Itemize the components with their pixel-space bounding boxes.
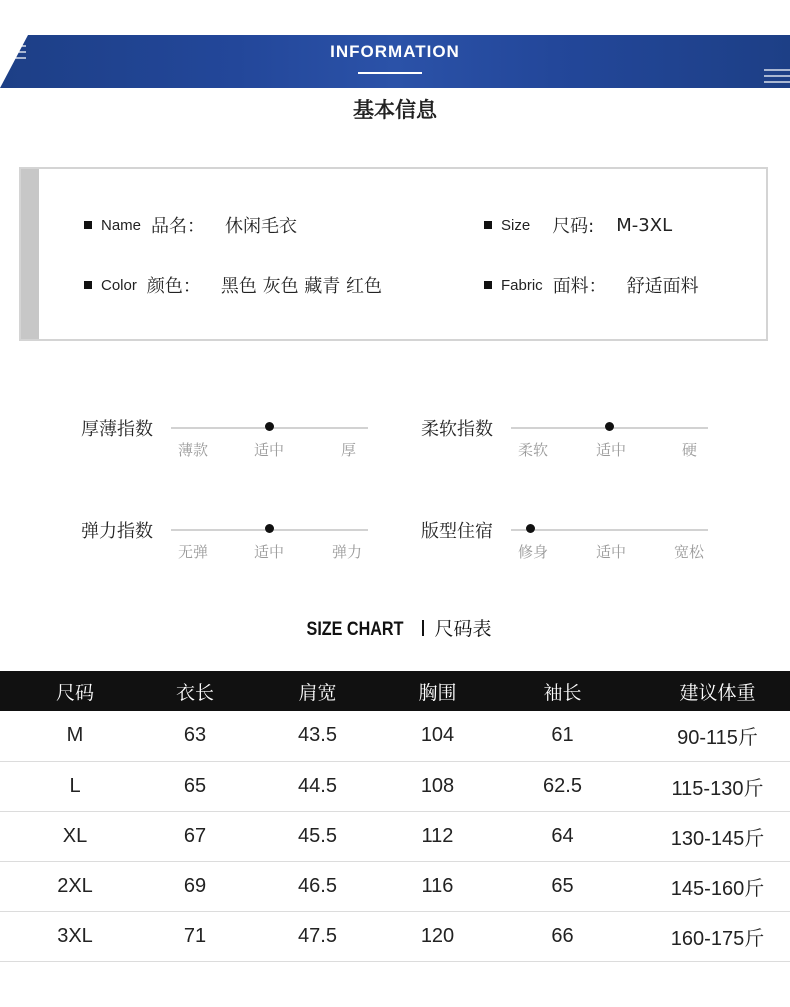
table-cell: 130-145斤: [645, 811, 790, 861]
index-option: 柔软: [518, 441, 549, 459]
index-option: 修身: [518, 543, 549, 561]
banner-underline: [358, 72, 422, 74]
index-label: 弹力指数: [81, 521, 153, 542]
table-header-cell: 尺码: [0, 671, 150, 711]
table-row: [0, 761, 790, 811]
table-header-cell: 肩宽: [240, 671, 395, 711]
info-name-cn: 品名：: [151, 216, 206, 237]
banner-title: INFORMATION: [330, 42, 460, 61]
info-fabric-cn: 面料：: [552, 276, 607, 297]
table-cell: 115-130斤: [645, 761, 790, 811]
table-cell: 64: [480, 811, 645, 861]
index-option: 弹力: [332, 543, 363, 561]
decorative-stripes-right: [762, 64, 790, 88]
index-option: 薄款: [178, 441, 209, 459]
index-indicator-dot: [265, 524, 274, 533]
index-track: [511, 529, 708, 531]
table-header-cell: 胸围: [395, 671, 480, 711]
table-cell: 2XL: [0, 861, 150, 911]
table-cell: 112: [395, 811, 480, 861]
index-elasticity: [81, 517, 381, 577]
table-cell: M: [0, 711, 150, 761]
bullet-square-icon: [84, 221, 92, 229]
index-label: 版型住宿: [421, 521, 493, 542]
table-row: [0, 811, 790, 861]
index-option: 适中: [254, 441, 285, 459]
table-row: [0, 861, 790, 911]
size-chart-title-cn: 尺码表: [434, 618, 492, 640]
info-box-side-bar: [21, 169, 39, 339]
size-table: [0, 671, 790, 962]
table-cell: 61: [480, 711, 645, 761]
info-size: [484, 212, 672, 238]
table-cell: 67: [150, 811, 240, 861]
index-option: 适中: [596, 441, 627, 459]
info-size-cn: 尺码:: [552, 216, 595, 237]
table-row: [0, 711, 790, 761]
index-indicator-dot: [526, 524, 535, 533]
index-option: 无弹: [178, 543, 209, 561]
table-cell: XL: [0, 811, 150, 861]
table-cell: 46.5: [240, 861, 395, 911]
table-cell: 120: [395, 911, 480, 961]
table-cell: 63: [150, 711, 240, 761]
table-cell: 108: [395, 761, 480, 811]
bullet-square-icon: [484, 281, 492, 289]
index-option: 宽松: [674, 543, 705, 561]
title-separator: [422, 620, 424, 636]
info-box: [19, 167, 768, 341]
index-option: 适中: [254, 543, 285, 561]
index-label: 厚薄指数: [81, 419, 153, 440]
bullet-square-icon: [84, 281, 92, 289]
info-color-value: 黑色 灰色 藏青 红色: [220, 276, 383, 297]
index-label: 柔软指数: [421, 419, 493, 440]
table-cell: 62.5: [480, 761, 645, 811]
info-name: [84, 212, 297, 238]
table-cell: 69: [150, 861, 240, 911]
index-indicator-dot: [265, 422, 274, 431]
section-title: 基本信息: [353, 98, 437, 122]
bullet-square-icon: [484, 221, 492, 229]
info-color-cn: 颜色：: [146, 276, 201, 297]
info-name-value: 休闲毛衣: [225, 216, 298, 237]
index-thickness: [81, 415, 381, 475]
table-row: [0, 911, 790, 961]
table-cell: L: [0, 761, 150, 811]
index-option: 厚: [341, 441, 357, 459]
info-name-en: Name: [101, 216, 142, 234]
index-indicator-dot: [605, 422, 614, 431]
table-cell: 90-115斤: [645, 711, 790, 761]
index-option: 适中: [596, 543, 627, 561]
info-fabric-value: 舒适面料: [626, 276, 699, 297]
table-cell: 116: [395, 861, 480, 911]
table-cell: 66: [480, 911, 645, 961]
table-cell: 44.5: [240, 761, 395, 811]
table-cell: 71: [150, 911, 240, 961]
table-cell: 160-175斤: [645, 911, 790, 961]
table-cell: 65: [480, 861, 645, 911]
info-fabric: [484, 272, 699, 298]
table-cell: 45.5: [240, 811, 395, 861]
table-header-cell: 建议体重: [645, 671, 790, 711]
table-cell: 65: [150, 761, 240, 811]
table-header-cell: 衣长: [150, 671, 240, 711]
table-cell: 145-160斤: [645, 861, 790, 911]
table-cell: 104: [395, 711, 480, 761]
index-softness: [421, 415, 721, 475]
size-chart-title: [0, 614, 790, 641]
info-size-en: Size: [501, 216, 531, 234]
info-size-value: M-3XL: [616, 214, 673, 236]
table-header-row: [0, 671, 790, 711]
table-cell: 47.5: [240, 911, 395, 961]
table-cell: 43.5: [240, 711, 395, 761]
size-chart-title-en: SIZE CHART: [307, 619, 404, 640]
info-fabric-en: Fabric: [501, 276, 543, 294]
table-cell: 3XL: [0, 911, 150, 961]
index-fit: [421, 517, 721, 577]
table-header-cell: 袖长: [480, 671, 645, 711]
index-option: 硬: [682, 441, 698, 459]
info-color-en: Color: [101, 276, 137, 294]
info-color: [84, 272, 382, 298]
